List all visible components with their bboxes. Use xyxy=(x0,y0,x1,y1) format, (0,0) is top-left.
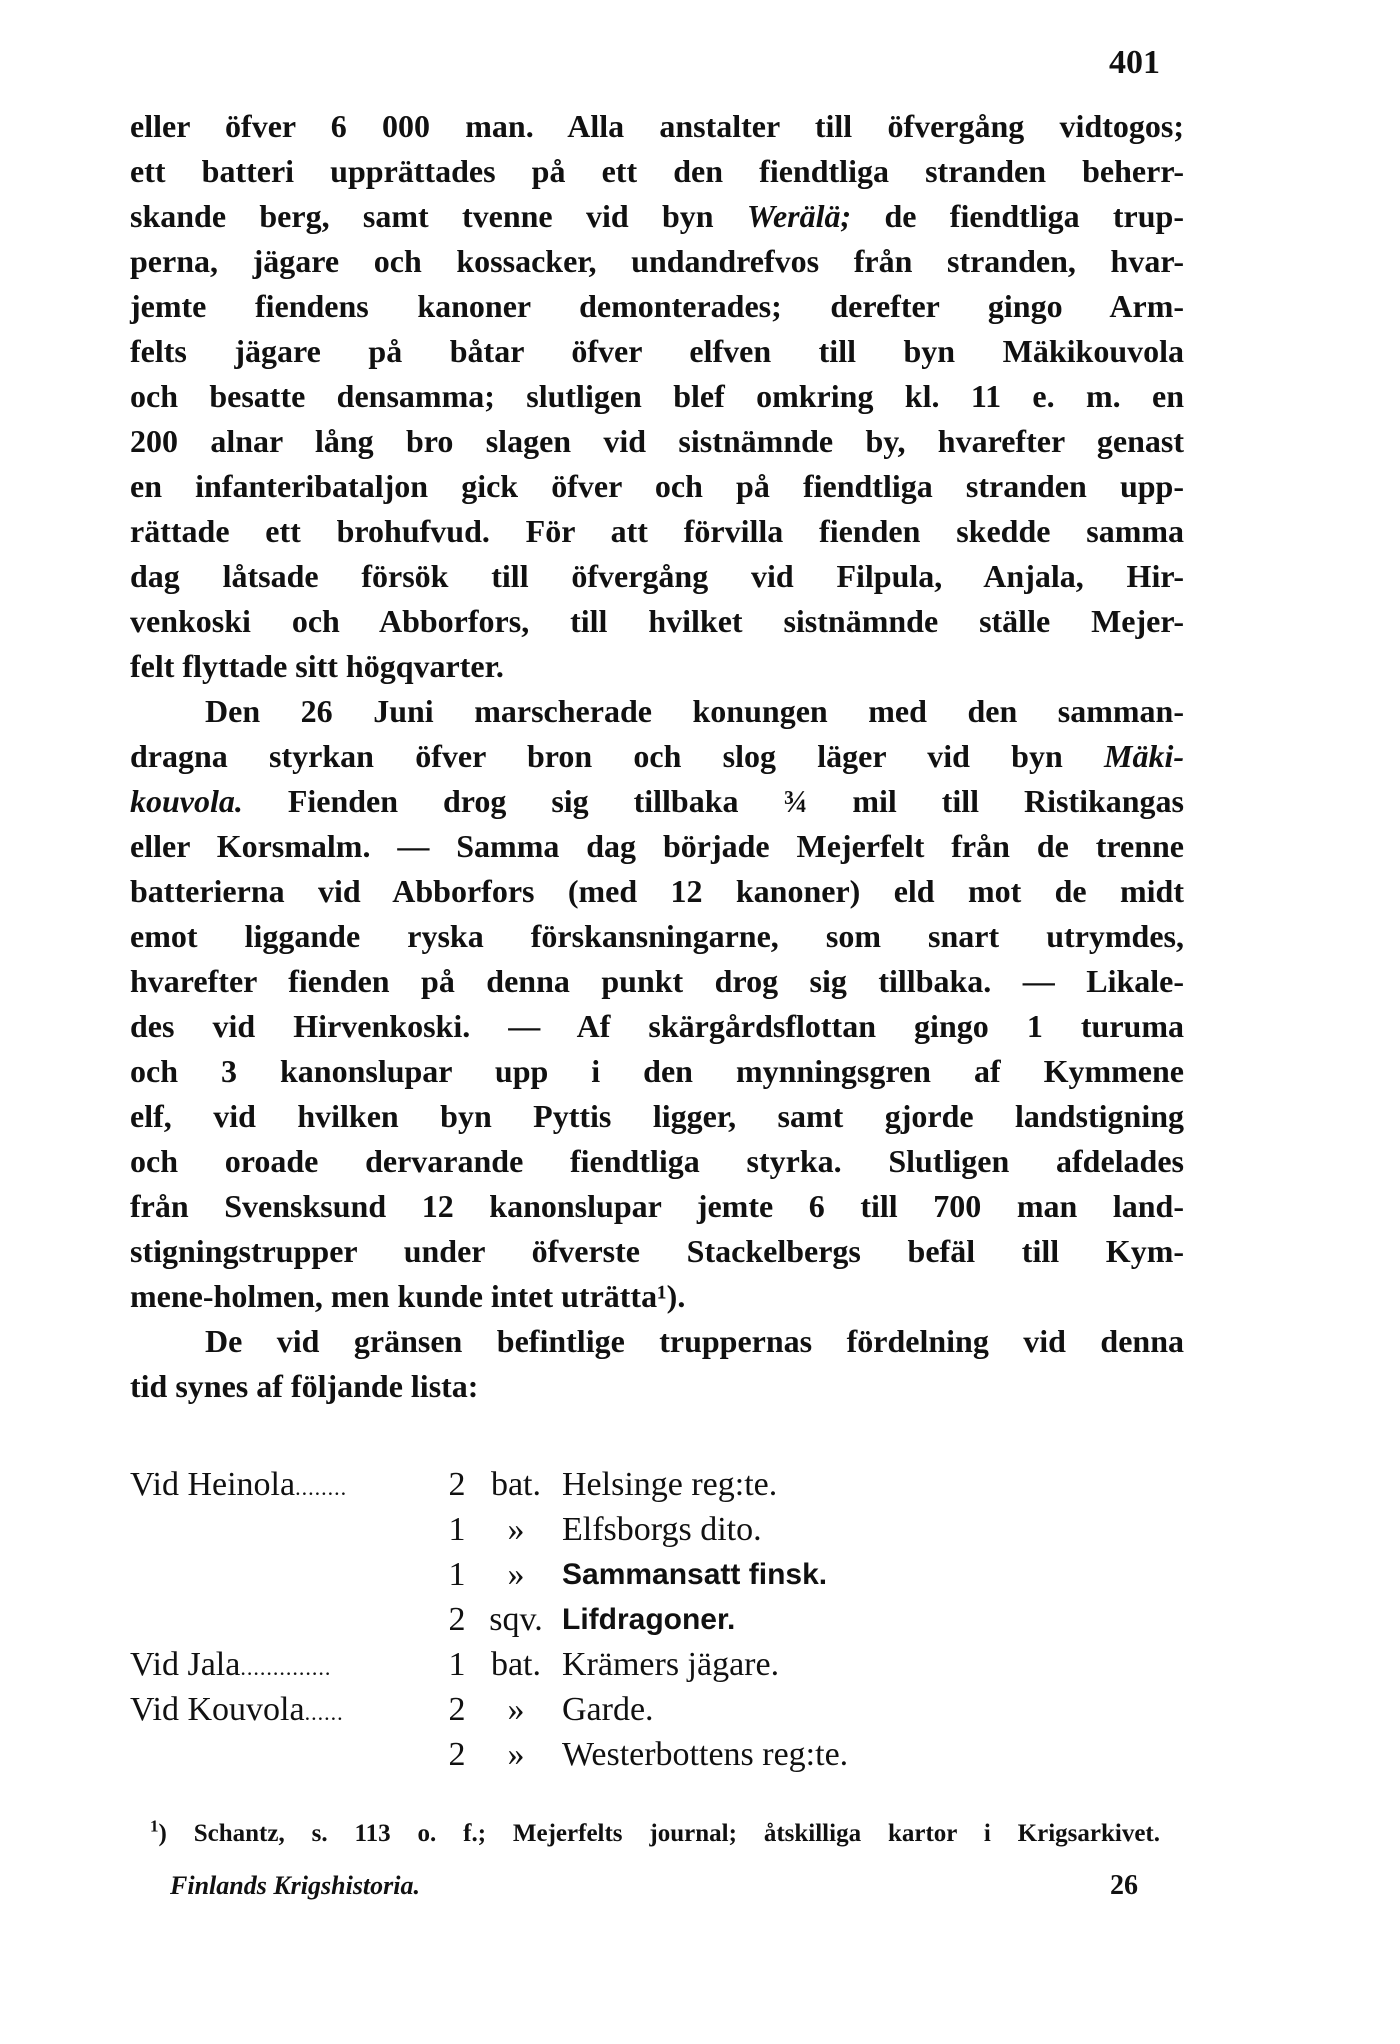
troop-count: 2 xyxy=(448,1736,466,1773)
place-name: Vid Kouvola xyxy=(130,1691,305,1728)
troop-row xyxy=(130,1732,1030,1777)
troop-unit: » xyxy=(507,1511,525,1548)
text-line: perna, jägare och kossacker, undandrefvos från stranden, hvar- xyxy=(130,243,1184,279)
troop-row xyxy=(130,1642,1030,1687)
troop-place xyxy=(130,1462,440,1510)
place-name: Vid Jala xyxy=(130,1646,241,1683)
leader-dots: ...... xyxy=(304,1700,344,1725)
text-line: och 3 kanonslupar upp i den mynningsgren af Kymmene xyxy=(130,1053,1184,1089)
troop-name: Garde. xyxy=(562,1691,654,1728)
footnote xyxy=(150,1817,1160,1851)
troop-count: 1 xyxy=(448,1646,466,1683)
text-line: eller Korsmalm. — Samma dag började Mejerfelt från de trenne xyxy=(130,828,1184,864)
troop-name: Krämers jägare. xyxy=(562,1646,780,1683)
text-line: och oroade dervarande fiendtliga styrka. Slutligen afdelades xyxy=(130,1143,1184,1179)
troop-name: Westerbottens reg:te. xyxy=(562,1736,849,1773)
text-line: en infanteribataljon gick öfver och på fiendtliga stranden upp- xyxy=(130,468,1184,504)
footnote-marker: 1 xyxy=(150,1816,159,1836)
troop-name: Elfsborgs dito. xyxy=(562,1511,762,1548)
text-line: elf, vid hvilken byn Pyttis ligger, samt gjorde landstigning xyxy=(130,1098,1184,1134)
troop-unit: » xyxy=(507,1556,525,1593)
paragraph xyxy=(130,104,1184,689)
troop-count: 1 xyxy=(448,1511,466,1548)
text-line: stigningstrupper under öfverste Stackelbergs befäl till Kym- xyxy=(130,1233,1184,1269)
italic-text: Mäki- xyxy=(1104,738,1184,774)
text-line: jemte fiendens kanoner demonterades; derefter gingo Arm- xyxy=(130,288,1184,324)
text-segment: Fienden drog sig tillbaka ¾ mil till Ristikangas xyxy=(242,783,1184,819)
place-name: Vid Heinola xyxy=(130,1466,296,1503)
signature-title: Finlands Krigshistoria. xyxy=(170,1871,420,1900)
text-line: hvarefter fienden på denna punkt drog sig tillbaka. — Likale- xyxy=(130,963,1184,999)
troop-unit: » xyxy=(507,1736,525,1773)
text-segment: de fiendtliga trup- xyxy=(851,198,1185,234)
troop-count: 2 xyxy=(448,1691,466,1728)
italic-text: Werälä; xyxy=(746,198,852,234)
text-line: venkoski och Abborfors, till hvilket sistnämnde ställe Mejer- xyxy=(130,603,1184,639)
text-line: ett batteri upprättades på ett den fiendtliga stranden beherr- xyxy=(130,153,1184,189)
troop-place xyxy=(130,1687,440,1735)
troop-unit: bat. xyxy=(490,1646,542,1683)
text-segment: skande berg, samt tvenne vid byn xyxy=(130,198,747,234)
troop-count: 2 xyxy=(448,1601,466,1638)
text-line: Den 26 Juni marscherade konungen med den samman- xyxy=(205,693,1184,729)
troop-row xyxy=(130,1687,1030,1732)
leader-dots: ........ xyxy=(295,1475,348,1500)
troop-name: Helsinge reg:te. xyxy=(562,1466,778,1503)
text-line: emot liggande ryska förskansningarne, som snart utrymdes, xyxy=(130,918,1184,954)
text-line: från Svensksund 12 kanonslupar jemte 6 till 700 man land- xyxy=(130,1188,1184,1224)
text-line: des vid Hirvenkoski. — Af skärgårdsflottan gingo 1 turuma xyxy=(130,1008,1184,1044)
troop-row xyxy=(130,1552,1030,1597)
troop-name: Sammansatt finsk. xyxy=(562,1558,828,1591)
troop-place xyxy=(130,1642,440,1690)
page-number: 401 xyxy=(1109,44,1160,81)
text-line: eller öfver 6 000 man. Alla anstalter till öfvergång vidtogos; xyxy=(130,108,1184,144)
paragraph xyxy=(130,689,1184,1319)
text-line: 200 alnar lång bro slagen vid sistnämnde by, hvarefter genast xyxy=(130,423,1184,459)
signature-number: 26 xyxy=(1110,1870,1138,1901)
paragraph xyxy=(130,1319,1184,1409)
troop-name: Lifdragoner. xyxy=(562,1603,736,1636)
text-line: rättade ett brohufvud. För att förvilla fienden skedde samma xyxy=(130,513,1184,549)
troop-count: 1 xyxy=(448,1556,466,1593)
text-line: och besatte densamma; slutligen blef omkring kl. 11 e. m. en xyxy=(130,378,1184,414)
text-line: felts jägare på båtar öfver elfven till byn Mäkikouvola xyxy=(130,333,1184,369)
italic-text: kouvola. xyxy=(130,783,243,819)
troop-count: 2 xyxy=(448,1466,466,1503)
text-line: felt flyttade sitt högqvarter. xyxy=(130,648,504,684)
text-line xyxy=(130,194,1184,239)
troop-unit: » xyxy=(507,1691,525,1728)
text-line: mene-holmen, men kunde intet uträtta¹). xyxy=(130,1278,686,1314)
body-text xyxy=(130,104,1184,1409)
text-line xyxy=(130,779,1184,824)
troop-row xyxy=(130,1597,1030,1642)
leader-dots: .............. xyxy=(240,1655,332,1680)
footnote-text: ) Schantz, s. 113 o. f.; Mejerfelts journal; åtskilliga kartor i Krigsarkivet. xyxy=(158,1820,1160,1847)
troop-unit: sqv. xyxy=(489,1601,543,1638)
text-line: tid synes af följande lista: xyxy=(130,1368,479,1404)
troop-row xyxy=(130,1507,1030,1552)
troop-list xyxy=(130,1462,1030,1777)
troop-unit: bat. xyxy=(490,1466,542,1503)
signature-line xyxy=(150,1866,1160,1906)
text-segment: dragna styrkan öfver bron och slog läger vid byn xyxy=(130,738,1104,774)
troop-row xyxy=(130,1462,1030,1507)
text-line: dag låtsade försök till öfvergång vid Filpula, Anjala, Hir- xyxy=(130,558,1184,594)
text-line: batterierna vid Abborfors (med 12 kanoner) eld mot de midt xyxy=(130,873,1184,909)
text-line: De vid gränsen befintlige truppernas fördelning vid denna xyxy=(205,1323,1184,1359)
text-line xyxy=(130,734,1184,779)
